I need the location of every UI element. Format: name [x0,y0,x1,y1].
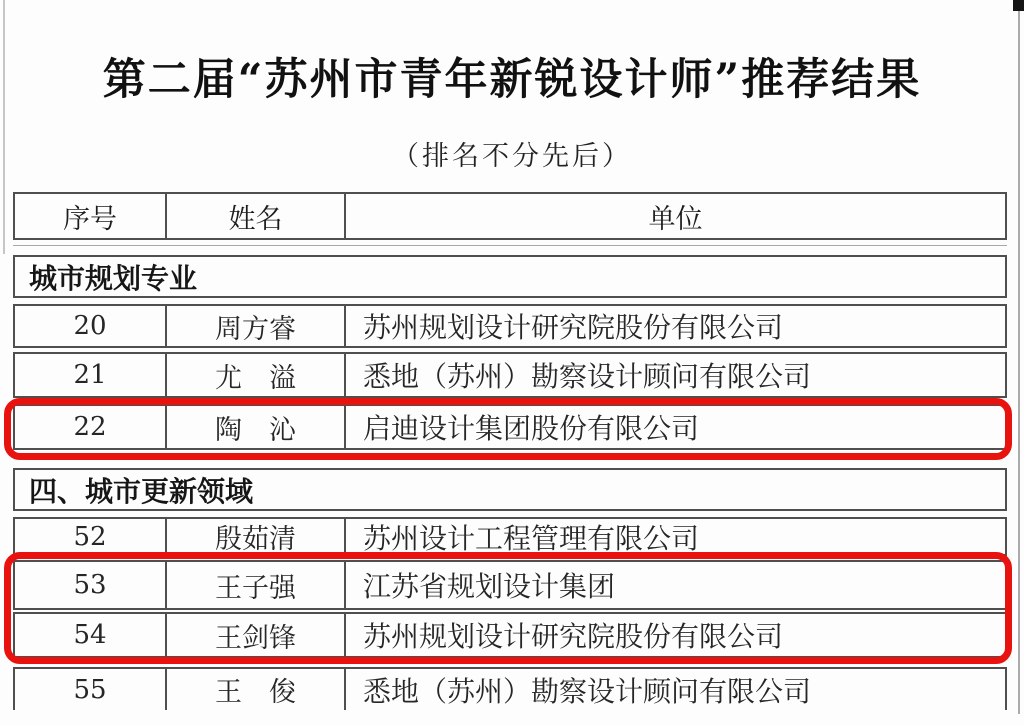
table-row [13,352,1007,398]
section-header-urban-renewal: 四、城市更新领域 [13,468,1007,511]
row-no: 22 [15,406,167,448]
row-no: 20 [15,306,167,346]
table-row-highlighted [13,560,1007,610]
table-row [13,304,1007,348]
row-no: 21 [15,354,167,396]
table-row-highlighted [13,404,1007,450]
table-header-row [13,192,1007,240]
row-name: 殷茹清 [167,519,346,554]
header-cell-no: 序号 [15,194,167,238]
page-corner-mark [1013,0,1024,11]
row-no: 53 [15,562,167,608]
row-no: 55 [15,669,167,710]
row-unit: 苏州规划设计研究院股份有限公司 [363,620,784,653]
row-no: 54 [15,614,167,656]
table-segment-line [13,245,1007,246]
section-header-urban-planning: 城市规划专业 [13,255,1007,298]
row-unit: 启迪设计集团股份有限公司 [363,412,700,445]
page-edge-right [1018,0,1020,714]
row-unit: 悉地（苏州）勘察设计顾问有限公司 [363,360,812,393]
row-name: 王剑锋 [167,614,346,656]
page-title: 第二届“苏州市青年新锐设计师”推荐结果 [102,55,922,105]
row-name: 王 俊 [167,669,346,710]
page-subtitle: （排名不分先后） [392,141,632,172]
row-unit: 苏州设计工程管理有限公司 [363,521,700,555]
page-edge-left [3,0,5,254]
row-name: 王子强 [167,562,346,608]
row-name: 周方睿 [167,306,346,346]
table-row [13,517,1007,556]
row-name: 尤 溢 [167,354,346,396]
row-name: 陶 沁 [167,406,346,448]
header-cell-unit: 单位 [648,203,703,235]
row-unit: 悉地（苏州）勘察设计顾问有限公司 [363,674,812,708]
header-cell-name: 姓名 [167,194,346,238]
row-no: 52 [15,519,167,554]
row-unit: 苏州规划设计研究院股份有限公司 [363,311,784,344]
row-unit: 江苏省规划设计集团 [363,570,616,603]
table-row-highlighted [13,612,1007,658]
table-row [13,667,1007,710]
